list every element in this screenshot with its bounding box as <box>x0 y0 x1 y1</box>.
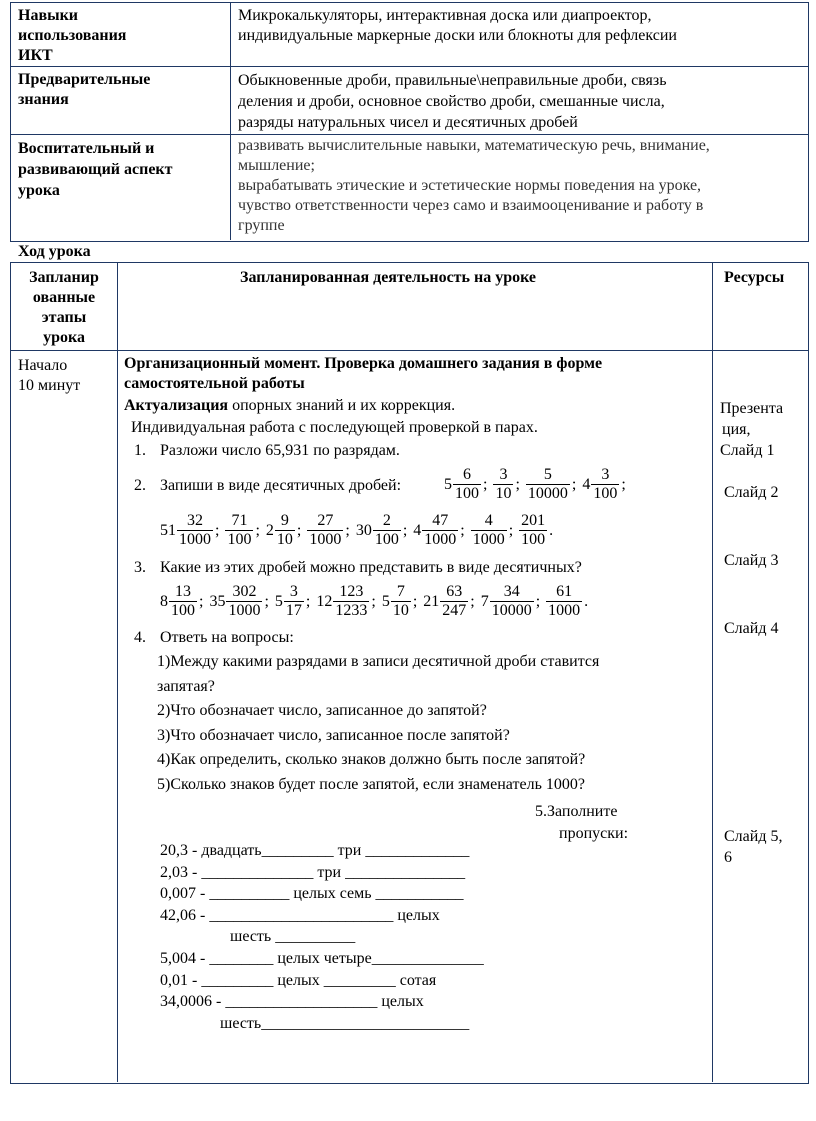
fraction-separator: ; <box>199 592 204 610</box>
fraction-denominator: 1000 <box>424 531 457 548</box>
ict-skills-value: Микрокалькуляторы, интерактивная доска или диапроектор, индивидуальные маркерные доски или блокноты для рефлексии <box>238 7 677 44</box>
task-2-number: 2. <box>134 477 146 494</box>
fill-in-lines <box>160 840 484 1034</box>
lesson-table-divider <box>117 262 118 1082</box>
fill-line: 0,01 - _________ целых _________ сотая <box>160 971 437 989</box>
fraction-separator: ; <box>402 521 408 539</box>
top-table-row-line <box>10 134 808 135</box>
fraction <box>391 583 411 620</box>
resource-presentation: Презента ция, Слайд 1 <box>720 400 784 459</box>
fraction-whole: 30 <box>355 521 372 539</box>
actualization-line: Актуализация опорных знаний и их коррекция. <box>124 397 456 414</box>
fraction-numerator: 4 <box>471 512 507 531</box>
fill-line: 20,3 - двадцать_________ три _____________ <box>160 842 470 859</box>
mixed-fraction <box>493 466 523 503</box>
fraction-separator: ; <box>345 521 350 539</box>
fraction-whole: 5 <box>274 592 283 610</box>
fraction-separator: ; <box>371 592 376 610</box>
fraction <box>471 512 507 549</box>
fraction-numerator: 6 <box>453 466 481 485</box>
fraction-separator: ; <box>412 592 418 610</box>
mixed-fraction <box>160 512 223 549</box>
fill-line: 42,06 - _______________________ целых <box>160 906 440 924</box>
resources-header: Ресурсы <box>724 269 785 286</box>
fraction-separator: ; <box>215 521 220 539</box>
fraction-numerator: 123 <box>333 583 369 602</box>
ict-skills-label: Навыки использования ИКТ <box>18 7 127 64</box>
top-table-row-line <box>10 66 808 67</box>
fill-line: 0,007 - __________ целых семь ___________ <box>160 885 464 903</box>
fraction <box>546 583 582 620</box>
stages-header: Запланир ованные этапы урока <box>29 269 99 346</box>
task-4-questions: 1)Между какими разрядами в записи десятичной дроби ставится запятая? 2)Что обозначает число, записанное до запятой? 3)Что обозначает число, записанное после запятой? 4)Как определить, сколько знаков должно быть после запятой? 5)Сколько знаков будет после запятой, если знаменатель 1000? <box>157 653 600 793</box>
fraction-numerator: 3 <box>493 466 513 485</box>
fraction <box>493 466 513 503</box>
fraction-whole: 4 <box>582 475 591 493</box>
educational-aspect-value: развивать вычислительные навыки, математическую речь, внимание, мышление; вырабатывать этические и эстетические нормы поведения на уроке, чувство ответственности через само и взаимооценивание и работу в группе <box>238 137 710 234</box>
fraction-numerator: 9 <box>275 512 295 531</box>
fraction-whole: 35 <box>209 592 226 610</box>
mixed-fraction <box>481 583 544 620</box>
fraction-numerator: 71 <box>225 512 253 531</box>
fraction-denominator: 1000 <box>228 602 261 619</box>
fraction-denominator: 10 <box>276 531 293 548</box>
fraction-separator: ; <box>296 521 302 539</box>
fill-line: 2,03 - ______________ три _______________ <box>160 863 466 881</box>
task-4-number: 4. <box>134 629 146 646</box>
fraction-whole: 5 <box>381 592 390 610</box>
activity-header: Запланированная деятельность на уроке <box>240 269 537 286</box>
fraction <box>226 583 262 620</box>
fraction-whole: 2 <box>265 521 274 539</box>
task-2-fractions-line-1 <box>444 466 632 503</box>
fraction-separator: ; <box>470 592 475 610</box>
task-2-fractions-line-2 <box>160 512 559 549</box>
fraction <box>373 512 401 549</box>
fraction-separator: ; <box>460 521 465 539</box>
task-1-number: 1. <box>134 442 146 459</box>
fraction-denominator: 100 <box>593 485 618 502</box>
fraction-separator: . <box>584 592 589 610</box>
fraction-denominator: 10000 <box>491 602 532 619</box>
fraction-denominator: 100 <box>521 531 546 548</box>
mixed-fraction <box>546 583 592 620</box>
fraction <box>453 466 481 503</box>
fraction <box>284 583 304 620</box>
fraction <box>169 583 197 620</box>
fraction-denominator: 10000 <box>527 485 568 502</box>
resource-slide-4: Слайд 4 <box>724 620 779 637</box>
fill-line: 34,0006 - ___________________ целых <box>160 993 424 1011</box>
mixed-fraction <box>160 583 207 620</box>
fraction-separator: ; <box>264 592 269 610</box>
fraction-denominator: 247 <box>442 602 467 619</box>
mixed-fraction <box>444 466 491 503</box>
fraction-numerator: 3 <box>591 466 619 485</box>
section-title: Ход урока <box>18 243 91 260</box>
org-moment-heading: Организационный момент. Проверка домашнего задания в форме самостоятельной работы <box>124 355 603 392</box>
fraction-whole: 8 <box>160 592 168 610</box>
fraction <box>591 466 619 503</box>
fraction-denominator: 100 <box>455 485 479 502</box>
task-1-text: Разложи число 65,931 по разрядам. <box>160 442 400 459</box>
individual-work-line: Индивидуальная работа с последующей проверкой в парах. <box>131 419 538 436</box>
fraction-denominator: 1000 <box>309 531 342 548</box>
fraction-denominator: 1000 <box>472 531 505 548</box>
fraction-numerator: 3 <box>284 583 304 602</box>
task-5-heading: 5.Заполните пропуски: <box>535 803 629 842</box>
fraction-separator: ; <box>621 475 626 493</box>
mixed-fraction <box>526 466 580 503</box>
fraction-separator: . <box>549 521 554 539</box>
fraction-numerator: 61 <box>546 583 582 602</box>
fraction-denominator: 10 <box>392 602 409 619</box>
task-4-text: Ответь на вопросы: <box>160 629 294 646</box>
fraction-numerator: 32 <box>177 512 213 531</box>
prior-knowledge-value: Обыкновенные дроби, правильные\неправильные дроби, связь деления и дроби, основное свойство дроби, смешанные числа, разряды натуральных чисел и десятичных дробей <box>238 72 667 131</box>
fraction-denominator: 1000 <box>179 531 211 548</box>
fraction-numerator: 2 <box>373 512 401 531</box>
mixed-fraction <box>382 583 421 620</box>
fill-line: 5,004 - ________ целых четыре______________ <box>160 949 484 967</box>
fraction-whole: 51 <box>160 521 176 539</box>
fraction-denominator: 10 <box>495 485 512 502</box>
mixed-fraction <box>356 512 411 549</box>
fraction-separator: ; <box>515 475 520 493</box>
mixed-fraction <box>307 512 353 549</box>
fraction-denominator: 17 <box>285 602 302 619</box>
mixed-fraction <box>275 583 314 620</box>
fraction-whole: 7 <box>480 592 489 610</box>
fraction-numerator: 302 <box>226 583 262 602</box>
mixed-fraction <box>423 583 478 620</box>
resource-slide-2: Слайд 2 <box>724 484 779 501</box>
stage-cell: Начало 10 минут <box>18 357 81 394</box>
fraction-numerator: 47 <box>422 512 458 531</box>
task-3-number: 3. <box>134 559 146 576</box>
task-3-fractions <box>160 583 594 620</box>
fraction-numerator: 5 <box>526 466 570 485</box>
fraction <box>526 466 570 503</box>
mixed-fraction <box>209 583 272 620</box>
resource-slide-5-6: Слайд 5, 6 <box>724 828 783 866</box>
mixed-fraction <box>225 512 263 549</box>
mixed-fraction <box>316 583 379 620</box>
fraction-numerator: 13 <box>169 583 197 602</box>
prior-knowledge-label: Предварительные знания <box>18 71 151 108</box>
educational-aspect-label: Воспитательный и развивающий аспект урока <box>18 140 173 199</box>
mixed-fraction <box>519 512 557 549</box>
fraction-numerator: 7 <box>391 583 411 602</box>
fraction <box>422 512 458 549</box>
fraction-denominator: 100 <box>227 531 252 548</box>
fraction-numerator: 27 <box>307 512 343 531</box>
top-table-divider <box>230 2 231 240</box>
fill-line: шесть__________________________ <box>220 1014 470 1032</box>
fraction <box>275 512 295 549</box>
fraction-denominator: 1000 <box>548 602 581 619</box>
fraction-separator: ; <box>255 521 260 539</box>
resource-slide-3: Слайд 3 <box>724 552 779 569</box>
mixed-fraction <box>471 512 517 549</box>
fraction <box>490 583 534 620</box>
fraction-whole: 5 <box>444 475 452 493</box>
fraction <box>307 512 343 549</box>
lesson-table-header-line <box>10 350 808 351</box>
fraction-numerator: 63 <box>440 583 468 602</box>
fraction <box>519 512 547 549</box>
fraction-whole: 12 <box>316 592 333 610</box>
fraction-whole: 4 <box>413 521 422 539</box>
lesson-table-divider <box>712 262 713 1082</box>
fraction-numerator: 201 <box>521 512 546 529</box>
fraction <box>333 583 369 620</box>
fraction-numerator: 34 <box>490 583 534 602</box>
fraction <box>225 512 253 549</box>
fraction <box>177 512 213 549</box>
fraction-separator: ; <box>535 592 541 610</box>
fraction-separator: ; <box>483 475 488 493</box>
mixed-fraction <box>582 466 629 503</box>
fill-line: шесть __________ <box>230 928 356 946</box>
task-2-text: Запиши в виде десятичных дробей: <box>160 477 402 494</box>
fraction-denominator: 100 <box>374 531 399 548</box>
fraction-separator: ; <box>508 521 514 539</box>
fraction-denominator: 100 <box>171 602 195 619</box>
task-3-text: Какие из этих дробей можно представить в виде десятичных? <box>160 559 582 576</box>
fraction <box>440 583 468 620</box>
fraction-denominator: 1233 <box>335 602 368 619</box>
fraction-separator: ; <box>571 475 577 493</box>
mixed-fraction <box>413 512 468 549</box>
fraction-separator: ; <box>305 592 311 610</box>
mixed-fraction <box>266 512 305 549</box>
fraction-whole: 21 <box>423 592 440 610</box>
